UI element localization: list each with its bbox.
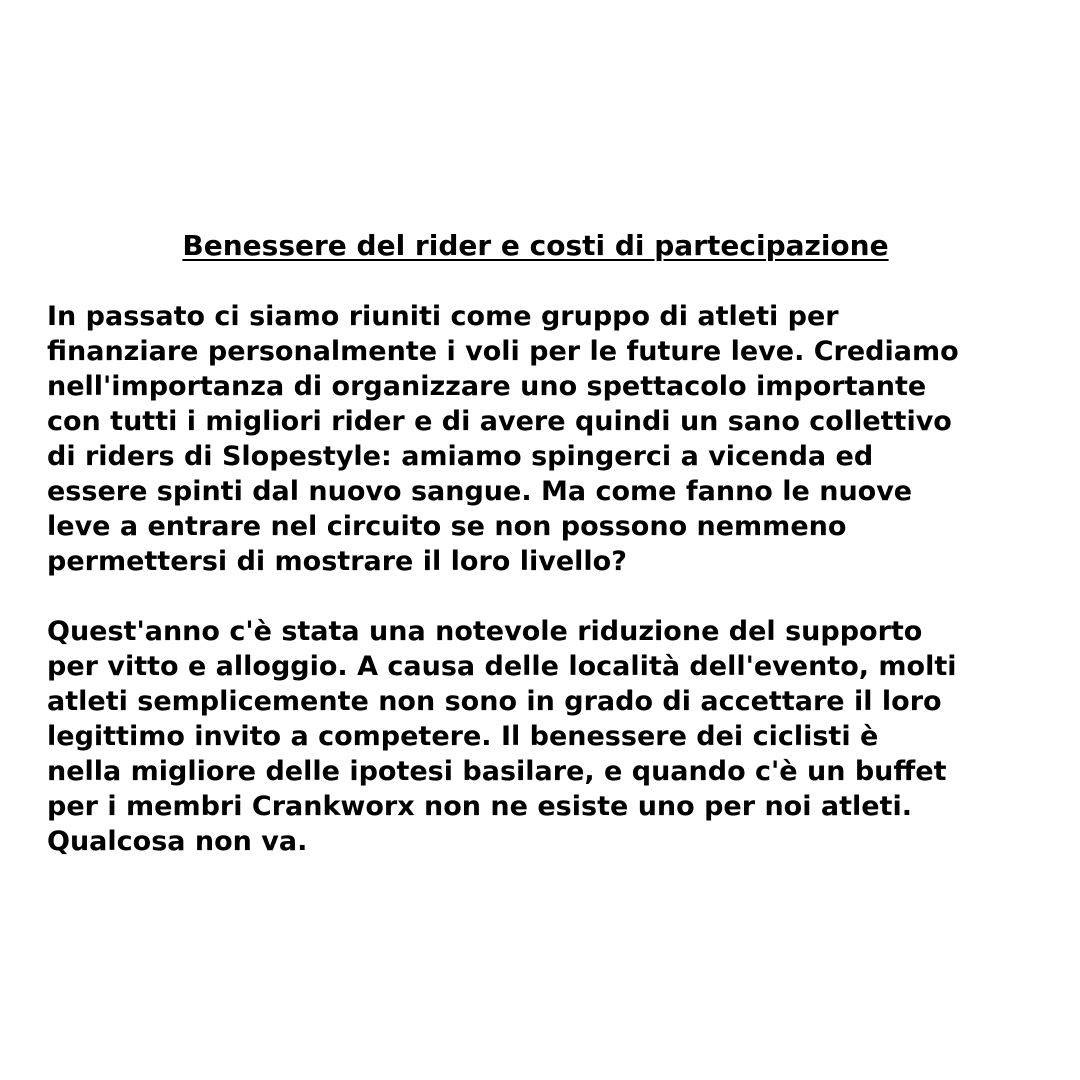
text-line: permettersi di mostrare il loro livello? xyxy=(47,546,627,577)
text-line: per i membri Crankworx non ne esiste uno per noi atleti. xyxy=(47,791,912,822)
text-line: nella migliore delle ipotesi basilare, e quando c'è un buffet xyxy=(47,756,947,787)
document-title: Benessere del rider e costi di partecipazione xyxy=(182,229,889,262)
text-line: Qualcosa non va. xyxy=(47,826,308,857)
text-line: leve a entrare nel circuito se non possono nemmeno xyxy=(47,511,847,542)
text-line: atleti semplicemente non sono in grado di accettare il loro xyxy=(47,686,942,717)
text-line: Quest'anno c'è stata una notevole riduzione del supporto xyxy=(47,616,923,647)
text-line: In passato ci siamo riuniti come gruppo di atleti per xyxy=(47,301,839,332)
paragraph-sponsorship xyxy=(47,299,1057,579)
text-line: per vitto e alloggio. A causa delle località dell'evento, molti xyxy=(47,651,957,682)
text-line: finanziare personalmente i voli per le future leve. Crediamo xyxy=(47,336,959,367)
text-line: essere spinti dal nuovo sangue. Ma come fanno le nuove xyxy=(47,476,913,507)
text-line: nell'importanza di organizzare uno spettacolo importante xyxy=(47,371,927,402)
text-line: legittimo invito a competere. Il benessere dei ciclisti è xyxy=(47,721,879,752)
text-line: con tutti i migliori rider e di avere quindi un sano collettivo xyxy=(47,406,952,437)
text-line: di riders di Slopestyle: amiamo spingerci a vicenda ed xyxy=(47,441,874,472)
paragraph-support-reduction xyxy=(47,614,1057,859)
